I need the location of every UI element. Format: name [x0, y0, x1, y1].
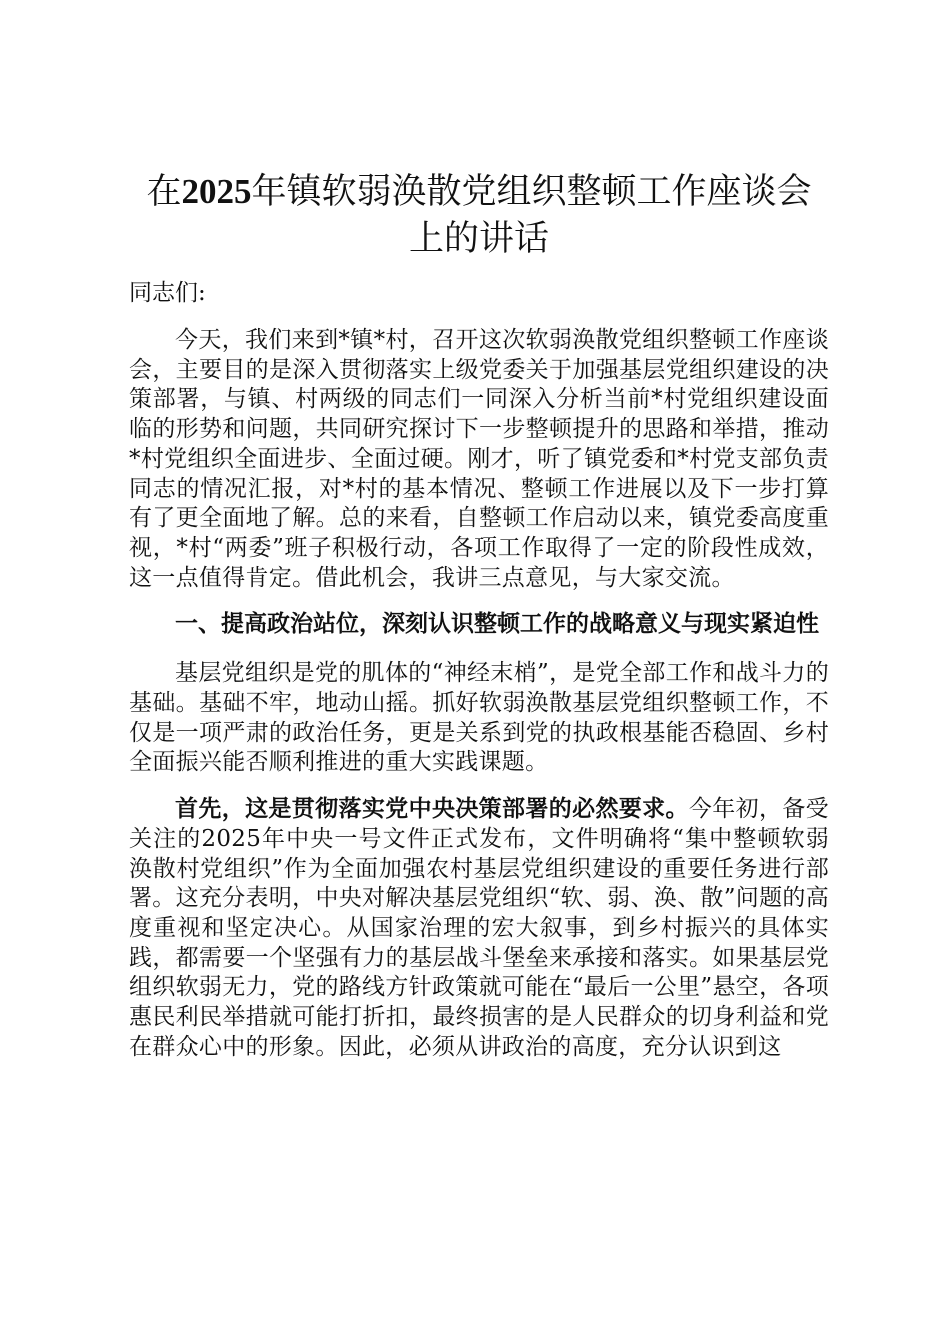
- title-line2: 上的讲话: [408, 219, 549, 259]
- section1-paragraph: 基层党组织是党的肌体的“神经末梢”，是党全部工作和战斗力的基础。基础不牢，地动山摇。抓好软弱涣散基层党组织整顿工作，不仅是一项严肃的政治任务，更是关系到党的执政根基能否稳固、乡村全面振兴能否顺利推进的重大实践课题。: [129, 660, 829, 776]
- point1-body: 今年初，备受关注的2025年中央一号文件正式发布，文件明确将“集中整顿软弱涣散村党组织”作为全面加强农村基层党组织建设的重要任务进行部署。这充分表明，中央对解决基层党组织“软、弱、涣、散”问题的高度重视和坚定决心。从国家治理的宏大叙事，到乡村振兴的具体实践，都需要一个坚强有力的基层战斗堡垒来承接和落实。如果基层党组织软弱无力，党的路线方针政策就可能在“最后一公里”悬空，各项惠民利民举措就可能打折扣，最终损害的是人民群众的切身利益和党在群众心中的形象。因此，必须从讲政治的高度，充分认识到这: [129, 796, 829, 1060]
- document-title: [119, 168, 839, 263]
- title-line1-rest: 年镇软弱涣散党组织整顿工作座谈会: [251, 172, 812, 212]
- point1-paragraph: [129, 794, 829, 1062]
- intro-paragraph: 今天，我们来到*镇*村，召开这次软弱涣散党组织整顿工作座谈会，主要目的是深入贯彻落实上级党委关于加强基层党组织建设的决策部署，与镇、村两级的同志们一同深入分析当前*村党组织建设面临的形势和问题，共同研究探讨下一步整顿提升的思路和举措，推动*村党组织全面进步、全面过硬。刚才，听了镇党委和*村党支部负责同志的情况汇报，对*村的基本情况、整顿工作进展以及下一步打算有了更全面地了解。总的来看，自整顿工作启动以来，镇党委高度重视，*村“两委”班子积极行动，各项工作取得了一定的阶段性成效，这一点值得肯定。借此机会，我讲三点意见，与大家交流。: [129, 327, 829, 591]
- document-page: [129, 168, 829, 1078]
- title-year: 2025: [181, 172, 252, 211]
- salutation: 同志们:: [129, 280, 206, 306]
- title-prefix: 在: [146, 172, 182, 212]
- section-heading-1: 一、提高政治站位，深刻认识整顿工作的战略意义与现实紧迫性: [175, 610, 819, 638]
- point1-lead: 首先，这是贯彻落实党中央决策部署的必然要求。: [175, 795, 689, 823]
